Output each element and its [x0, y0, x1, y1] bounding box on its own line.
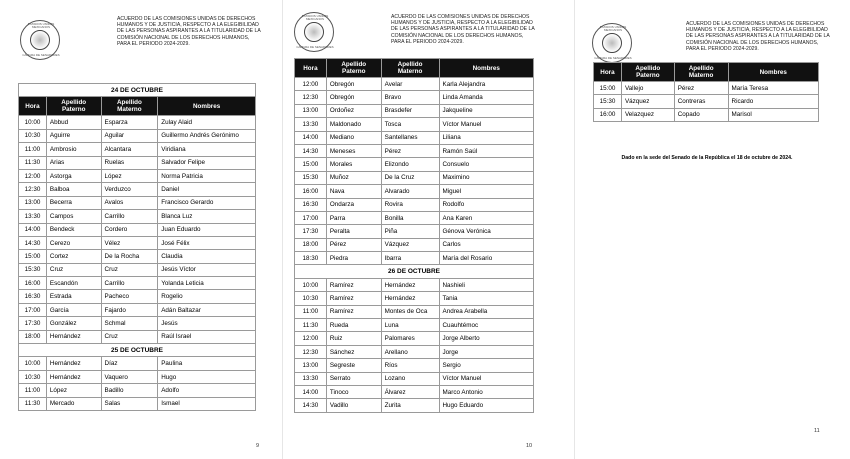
table-row — [295, 332, 534, 345]
schedule-table — [294, 58, 534, 413]
paternal-surname-cell: Vadillo — [326, 399, 381, 412]
column-header: Apellido Paterno — [46, 97, 101, 116]
time-cell: 15:30 — [19, 263, 47, 276]
table-row — [19, 290, 256, 303]
seal-top-text: ESTADOS UNIDOS MEXICANOS — [301, 14, 329, 21]
table-row — [19, 183, 256, 196]
table-row — [19, 263, 256, 276]
time-cell: 16:30 — [295, 198, 327, 211]
maternal-surname-cell: Aguilar — [101, 129, 158, 142]
table-row — [295, 319, 534, 332]
page-heading: ACUERDO DE LAS COMISIONES UNIDAS DE DERECHOS HUMANOS Y DE JUSTICIA, RESPECTO A LA ELEGIBILIDAD DE LAS PERSONAS ASPIRANTES A LA TITULARIDAD DE LA COMISIÓN NACIONAL DE LOS DERECHOS HUMANOS, PARA EL PERIODO 2024-2029. — [117, 16, 261, 47]
time-cell: 10:00 — [19, 357, 47, 370]
paternal-surname-cell: Vallejo — [621, 82, 674, 95]
table-row — [19, 143, 256, 156]
time-cell: 14:30 — [295, 144, 327, 157]
time-cell: 15:00 — [295, 158, 327, 171]
paternal-surname-cell: Tinoco — [326, 385, 381, 398]
table-row — [295, 305, 534, 318]
given-names-cell: Blanca Luz — [158, 210, 256, 223]
seal-top-text: ESTADOS UNIDOS MEXICANOS — [599, 25, 627, 32]
time-cell: 15:00 — [594, 82, 622, 95]
time-cell: 16:00 — [594, 108, 622, 121]
given-names-cell: Liliana — [439, 131, 534, 144]
paternal-surname-cell: García — [46, 303, 101, 316]
table-row — [295, 104, 534, 117]
time-cell: 11:30 — [19, 156, 47, 169]
maternal-surname-cell: Carrillo — [101, 277, 158, 290]
maternal-surname-cell: Schmal — [101, 317, 158, 330]
table-row — [295, 131, 534, 144]
table-row — [295, 198, 534, 211]
time-cell: 13:30 — [295, 372, 327, 385]
maternal-surname-cell: Avelar — [381, 78, 439, 91]
given-names-cell: Francisco Gerardo — [158, 196, 256, 209]
maternal-surname-cell: Santellanes — [381, 131, 439, 144]
maternal-surname-cell: Alvarado — [381, 185, 439, 198]
maternal-surname-cell: Lozano — [381, 372, 439, 385]
given-names-cell: Marco Antonio — [439, 385, 534, 398]
column-header: Apellido Materno — [381, 59, 439, 78]
maternal-surname-cell: Contreras — [674, 95, 728, 108]
time-cell: 13:00 — [295, 359, 327, 372]
maternal-surname-cell: Carrillo — [101, 210, 158, 223]
date-heading: 26 DE OCTUBRE — [295, 265, 534, 278]
maternal-surname-cell: Díaz — [101, 357, 158, 370]
table-row — [295, 118, 534, 131]
page-10 — [287, 0, 543, 459]
paternal-surname-cell: Ordoñez — [326, 104, 381, 117]
date-row — [295, 265, 534, 278]
paternal-surname-cell: Aguirre — [46, 129, 101, 142]
time-cell: 12:30 — [295, 345, 327, 358]
maternal-surname-cell: Pacheco — [101, 290, 158, 303]
table-row — [295, 345, 534, 358]
given-names-cell: María Teresa — [728, 82, 818, 95]
maternal-surname-cell: Tosca — [381, 118, 439, 131]
time-cell: 14:30 — [19, 236, 47, 249]
given-names-cell: Juan Eduardo — [158, 223, 256, 236]
given-names-cell: Hugo Eduardo — [439, 399, 534, 412]
maternal-surname-cell: Esparza — [101, 116, 158, 129]
given-names-cell: Claudia — [158, 250, 256, 263]
paternal-surname-cell: López — [46, 384, 101, 397]
page-9 — [0, 0, 278, 459]
paternal-surname-cell: Cruz — [46, 263, 101, 276]
date-heading: 25 DE OCTUBRE — [19, 344, 256, 357]
time-cell: 15:30 — [594, 95, 622, 108]
time-cell: 17:30 — [295, 225, 327, 238]
paternal-surname-cell: Piedra — [326, 252, 381, 265]
paternal-surname-cell: Ondarza — [326, 198, 381, 211]
table-row — [19, 330, 256, 343]
time-cell: 10:30 — [19, 370, 47, 383]
paternal-surname-cell: Abbud — [46, 116, 101, 129]
date-heading: 24 DE OCTUBRE — [19, 84, 256, 97]
table-row — [19, 116, 256, 129]
paternal-surname-cell: Velazquez — [621, 108, 674, 121]
table-row — [295, 292, 534, 305]
maternal-surname-cell: Hernández — [381, 292, 439, 305]
closing-statement: Dado en la sede del Senado de la República el 18 de octubre de 2024. — [621, 155, 793, 161]
page-11 — [582, 0, 850, 459]
table-row — [295, 359, 534, 372]
given-names-cell: Yolanda Leticia — [158, 277, 256, 290]
table-row — [594, 108, 819, 121]
given-names-cell: Maximino — [439, 171, 534, 184]
time-cell: 12:00 — [295, 78, 327, 91]
table-header-row — [295, 59, 534, 78]
table-header-row — [19, 97, 256, 116]
time-cell: 10:30 — [19, 129, 47, 142]
maternal-surname-cell: Badillo — [101, 384, 158, 397]
paternal-surname-cell: Vázquez — [621, 95, 674, 108]
maternal-surname-cell: López — [101, 169, 158, 182]
given-names-cell: Ismael — [158, 397, 256, 410]
given-names-cell: Andrea Arabella — [439, 305, 534, 318]
table-row — [19, 223, 256, 236]
paternal-surname-cell: Estrada — [46, 290, 101, 303]
given-names-cell: Ramón Saúl — [439, 144, 534, 157]
time-cell: 12:00 — [19, 169, 47, 182]
paternal-surname-cell: Nava — [326, 185, 381, 198]
given-names-cell: Jesús — [158, 317, 256, 330]
paternal-surname-cell: Parra — [326, 211, 381, 224]
given-names-cell: Nashieli — [439, 278, 534, 291]
paternal-surname-cell: Campos — [46, 210, 101, 223]
given-names-cell: Linda Amanda — [439, 91, 534, 104]
maternal-surname-cell: Copado — [674, 108, 728, 121]
maternal-surname-cell: Pérez — [381, 144, 439, 157]
table-row — [295, 171, 534, 184]
given-names-cell: Ricardo — [728, 95, 818, 108]
table-row — [295, 91, 534, 104]
paternal-surname-cell: Ruiz — [326, 332, 381, 345]
paternal-surname-cell: Bendeck — [46, 223, 101, 236]
paternal-surname-cell: Obregón — [326, 78, 381, 91]
time-cell: 11:00 — [295, 305, 327, 318]
paternal-surname-cell: Mediano — [326, 131, 381, 144]
paternal-surname-cell: Becerra — [46, 196, 101, 209]
given-names-cell: Zulay Alaid — [158, 116, 256, 129]
time-cell: 12:30 — [19, 183, 47, 196]
table-row — [19, 384, 256, 397]
time-cell: 11:00 — [19, 384, 47, 397]
maternal-surname-cell: Avalos — [101, 196, 158, 209]
time-cell: 13:00 — [295, 104, 327, 117]
paternal-surname-cell: Mercado — [46, 397, 101, 410]
given-names-cell: Jesús Víctor — [158, 263, 256, 276]
column-header: Apellido Paterno — [326, 59, 381, 78]
maternal-surname-cell: Fajardo — [101, 303, 158, 316]
paternal-surname-cell: Hernández — [46, 357, 101, 370]
seal-bottom-text: CÁMARA DE SENADORES — [296, 45, 334, 49]
senate-seal-icon — [592, 23, 632, 63]
table-row — [19, 196, 256, 209]
table-row — [295, 158, 534, 171]
maternal-surname-cell: Hernández — [381, 278, 439, 291]
paternal-surname-cell: Morales — [326, 158, 381, 171]
paternal-surname-cell: Segreste — [326, 359, 381, 372]
given-names-cell: Carlos — [439, 238, 534, 251]
time-cell: 12:30 — [295, 91, 327, 104]
time-cell: 11:30 — [19, 397, 47, 410]
maternal-surname-cell: Álvarez — [381, 385, 439, 398]
paternal-surname-cell: Ramírez — [326, 278, 381, 291]
paternal-surname-cell: Muñoz — [326, 171, 381, 184]
given-names-cell: Viridiana — [158, 143, 256, 156]
time-cell: 10:00 — [19, 116, 47, 129]
maternal-surname-cell: Ibarra — [381, 252, 439, 265]
maternal-surname-cell: Alcantara — [101, 143, 158, 156]
given-names-cell: Jorge Alberto — [439, 332, 534, 345]
time-cell: 13:00 — [19, 196, 47, 209]
maternal-surname-cell: Verduzco — [101, 183, 158, 196]
given-names-cell: Víctor Manuel — [439, 118, 534, 131]
column-header: Apellido Materno — [101, 97, 158, 116]
paternal-surname-cell: Pérez — [326, 238, 381, 251]
paternal-surname-cell: Balboa — [46, 183, 101, 196]
paternal-surname-cell: Obregón — [326, 91, 381, 104]
given-names-cell: Miguel — [439, 185, 534, 198]
table-row — [295, 385, 534, 398]
page-number: 11 — [814, 428, 820, 434]
maternal-surname-cell: Elizondo — [381, 158, 439, 171]
paternal-surname-cell: Rueda — [326, 319, 381, 332]
given-names-cell: Génova Verónica — [439, 225, 534, 238]
table-row — [295, 144, 534, 157]
time-cell: 15:00 — [19, 250, 47, 263]
given-names-cell: José Félix — [158, 236, 256, 249]
time-cell: 17:30 — [19, 317, 47, 330]
maternal-surname-cell: Piña — [381, 225, 439, 238]
maternal-surname-cell: Cruz — [101, 263, 158, 276]
maternal-surname-cell: Montes de Oca — [381, 305, 439, 318]
paternal-surname-cell: Meneses — [326, 144, 381, 157]
maternal-surname-cell: Vázquez — [381, 238, 439, 251]
paternal-surname-cell: Ramírez — [326, 292, 381, 305]
column-header: Apellido Materno — [674, 63, 728, 82]
maternal-surname-cell: Palomares — [381, 332, 439, 345]
time-cell: 10:30 — [295, 292, 327, 305]
time-cell: 14:00 — [295, 385, 327, 398]
table-row — [295, 399, 534, 412]
paternal-surname-cell: Serrato — [326, 372, 381, 385]
given-names-cell: Marisol — [728, 108, 818, 121]
maternal-surname-cell: Vélez — [101, 236, 158, 249]
time-cell: 17:00 — [295, 211, 327, 224]
time-cell: 10:00 — [295, 278, 327, 291]
seal-top-text: ESTADOS UNIDOS MEXICANOS — [27, 22, 55, 29]
time-cell: 14:30 — [295, 399, 327, 412]
schedule-table — [18, 83, 256, 411]
paternal-surname-cell: Maldonado — [326, 118, 381, 131]
table-row — [19, 317, 256, 330]
time-cell: 18:00 — [19, 330, 47, 343]
paternal-surname-cell: Cortez — [46, 250, 101, 263]
column-header: Nombres — [439, 59, 534, 78]
maternal-surname-cell: Cruz — [101, 330, 158, 343]
given-names-cell: Cuauhtémoc — [439, 319, 534, 332]
given-names-cell: Jorge — [439, 345, 534, 358]
column-header: Hora — [594, 63, 622, 82]
given-names-cell: Ana Karen — [439, 211, 534, 224]
column-header: Nombres — [728, 63, 818, 82]
given-names-cell: Hugo — [158, 370, 256, 383]
given-names-cell: Consuelo — [439, 158, 534, 171]
maternal-surname-cell: Pérez — [674, 82, 728, 95]
paternal-surname-cell: Astorga — [46, 169, 101, 182]
maternal-surname-cell: De la Rocha — [101, 250, 158, 263]
table-row — [594, 95, 819, 108]
maternal-surname-cell: De la Cruz — [381, 171, 439, 184]
time-cell: 11:00 — [19, 143, 47, 156]
column-header: Apellido Paterno — [621, 63, 674, 82]
maternal-surname-cell: Salas — [101, 397, 158, 410]
page-number: 9 — [256, 443, 260, 449]
time-cell: 18:30 — [295, 252, 327, 265]
date-row — [19, 84, 256, 97]
seal-bottom-text: CÁMARA DE SENADORES — [594, 56, 632, 60]
table-row — [19, 210, 256, 223]
paternal-surname-cell: Escandón — [46, 277, 101, 290]
given-names-cell: Rodolfo — [439, 198, 534, 211]
given-names-cell: Guillermo Andrés Gerónimo — [158, 129, 256, 142]
table-row — [19, 250, 256, 263]
senate-seal-icon — [294, 12, 334, 52]
maternal-surname-cell: Ruelas — [101, 156, 158, 169]
maternal-surname-cell: Brasdefer — [381, 104, 439, 117]
time-cell: 15:30 — [295, 171, 327, 184]
paternal-surname-cell: Ramírez — [326, 305, 381, 318]
time-cell: 17:00 — [19, 303, 47, 316]
given-names-cell: Tania — [439, 292, 534, 305]
table-row — [19, 370, 256, 383]
table-row — [295, 252, 534, 265]
maternal-surname-cell: Luna — [381, 319, 439, 332]
date-row — [19, 344, 256, 357]
table-header-row — [594, 63, 819, 82]
given-names-cell: Sergio — [439, 359, 534, 372]
table-row — [19, 277, 256, 290]
table-row — [19, 236, 256, 249]
paternal-surname-cell: Arias — [46, 156, 101, 169]
given-names-cell: Daniel — [158, 183, 256, 196]
given-names-cell: Norma Patricia — [158, 169, 256, 182]
paternal-surname-cell: Cerezo — [46, 236, 101, 249]
time-cell: 14:00 — [19, 223, 47, 236]
table-row — [19, 169, 256, 182]
maternal-surname-cell: Vaquero — [101, 370, 158, 383]
table-row — [19, 303, 256, 316]
maternal-surname-cell: Ríos — [381, 359, 439, 372]
maternal-surname-cell: Arellano — [381, 345, 439, 358]
column-header: Hora — [19, 97, 47, 116]
given-names-cell: Adolfo — [158, 384, 256, 397]
table-row — [19, 156, 256, 169]
given-names-cell: Jakqueline — [439, 104, 534, 117]
table-row — [295, 278, 534, 291]
time-cell: 13:30 — [19, 210, 47, 223]
time-cell: 13:30 — [295, 118, 327, 131]
maternal-surname-cell: Zurita — [381, 399, 439, 412]
paternal-surname-cell: González — [46, 317, 101, 330]
time-cell: 16:30 — [19, 290, 47, 303]
maternal-surname-cell: Bonilla — [381, 211, 439, 224]
given-names-cell: Paulina — [158, 357, 256, 370]
time-cell: 18:00 — [295, 238, 327, 251]
time-cell: 14:00 — [295, 131, 327, 144]
given-names-cell: María del Rosario — [439, 252, 534, 265]
column-header: Hora — [295, 59, 327, 78]
table-row — [594, 82, 819, 95]
given-names-cell: Karla Alejandra — [439, 78, 534, 91]
given-names-cell: Rogelio — [158, 290, 256, 303]
paternal-surname-cell: Hernández — [46, 370, 101, 383]
paternal-surname-cell: Peralta — [326, 225, 381, 238]
table-row — [295, 185, 534, 198]
paternal-surname-cell: Sánchez — [326, 345, 381, 358]
time-cell: 12:00 — [295, 332, 327, 345]
page-number: 10 — [526, 443, 533, 449]
page-heading: ACUERDO DE LAS COMISIONES UNIDAS DE DERECHOS HUMANOS Y DE JUSTICIA, RESPECTO A LA ELEGIBILIDAD DE LAS PERSONAS ASPIRANTES A LA TITULARIDAD DE LA COMISIÓN NACIONAL DE LOS DERECHOS HUMANOS, PARA EL PERIODO 2024-2029. — [686, 21, 830, 52]
table-row — [19, 357, 256, 370]
senate-seal-icon — [20, 20, 60, 60]
given-names-cell: Adán Baltazar — [158, 303, 256, 316]
maternal-surname-cell: Cordero — [101, 223, 158, 236]
table-row — [295, 372, 534, 385]
page-heading: ACUERDO DE LAS COMISIONES UNIDAS DE DERECHOS HUMANOS Y DE JUSTICIA, RESPECTO A LA ELEGIBILIDAD DE LAS PERSONAS ASPIRANTES A LA TITULARIDAD DE LA COMISIÓN NACIONAL DE LOS DERECHOS HUMANOS, PARA EL PERIODO 2024-2029. — [391, 14, 535, 45]
table-row — [295, 225, 534, 238]
table-row — [295, 211, 534, 224]
paternal-surname-cell: Hernández — [46, 330, 101, 343]
table-row — [19, 129, 256, 142]
table-row — [295, 78, 534, 91]
table-row — [295, 238, 534, 251]
column-header: Nombres — [158, 97, 256, 116]
time-cell: 16:00 — [295, 185, 327, 198]
seal-bottom-text: CÁMARA DE SENADORES — [22, 53, 60, 57]
given-names-cell: Salvador Felipe — [158, 156, 256, 169]
given-names-cell: Víctor Manuel — [439, 372, 534, 385]
time-cell: 11:30 — [295, 319, 327, 332]
maternal-surname-cell: Rovira — [381, 198, 439, 211]
table-row — [19, 397, 256, 410]
time-cell: 16:00 — [19, 277, 47, 290]
given-names-cell: Raúl Israel — [158, 330, 256, 343]
schedule-table — [593, 62, 819, 122]
maternal-surname-cell: Bravo — [381, 91, 439, 104]
paternal-surname-cell: Ambrosio — [46, 143, 101, 156]
